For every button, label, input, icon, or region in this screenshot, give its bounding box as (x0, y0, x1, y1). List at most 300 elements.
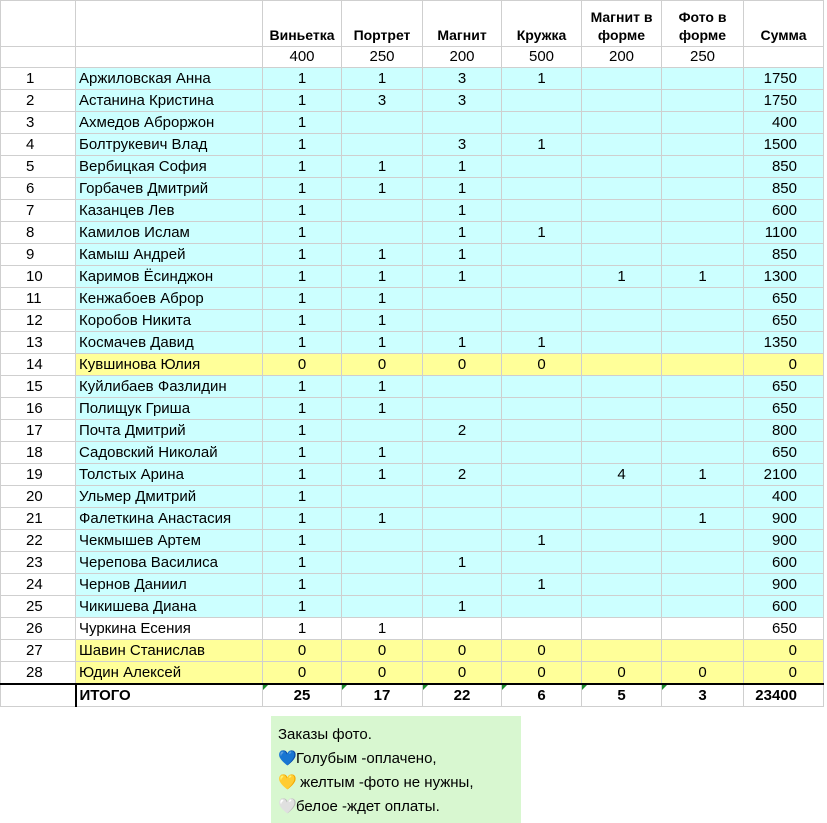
price-magnet[interactable]: 200 (423, 47, 502, 68)
table-row (1, 442, 824, 464)
quantity-cell[interactable] (342, 420, 423, 442)
total-quantity-cell[interactable] (502, 684, 582, 707)
table-row (1, 178, 824, 200)
quantity-cell[interactable]: 0 (342, 640, 423, 662)
header-magnet[interactable]: Магнит (423, 1, 502, 47)
quantity-cell[interactable] (582, 112, 662, 134)
quantity-cell[interactable] (662, 596, 744, 618)
total-label[interactable]: ИТОГО (76, 684, 263, 707)
quantity-cell[interactable]: 1 (263, 552, 342, 574)
quantity-cell[interactable] (662, 574, 744, 596)
price-vignette[interactable]: 400 (263, 47, 342, 68)
quantity-cell[interactable] (342, 134, 423, 156)
quantity-cell[interactable]: 2 (423, 420, 502, 442)
total-cell-blank[interactable] (1, 684, 76, 707)
quantity-cell[interactable]: 1 (342, 376, 423, 398)
price-cell-blank[interactable] (744, 47, 824, 68)
quantity-cell[interactable] (662, 442, 744, 464)
sum-cell[interactable]: 850 (744, 244, 824, 266)
quantity-cell[interactable]: 1 (263, 618, 342, 640)
legend-text: желтым -фото не нужны, (296, 774, 474, 791)
total-quantity-cell[interactable] (263, 684, 342, 707)
row-number[interactable]: 4 (1, 134, 76, 156)
quantity-cell[interactable]: 0 (502, 662, 582, 685)
student-name-cell[interactable]: Ульмер Дмитрий (76, 486, 263, 508)
row-number[interactable]: 11 (1, 288, 76, 310)
quantity-cell[interactable] (582, 288, 662, 310)
quantity-cell[interactable] (582, 618, 662, 640)
header-cell-blank[interactable] (76, 1, 263, 47)
quantity-cell[interactable]: 1 (342, 288, 423, 310)
quantity-cell[interactable] (662, 398, 744, 420)
quantity-cell[interactable]: 1 (502, 332, 582, 354)
sum-cell[interactable]: 650 (744, 376, 824, 398)
quantity-cell[interactable]: 1 (502, 134, 582, 156)
quantity-cell[interactable]: 1 (582, 266, 662, 288)
quantity-cell[interactable] (662, 530, 744, 552)
total-value: 5 (617, 687, 626, 704)
table-row (1, 464, 824, 486)
total-quantity-cell[interactable] (423, 684, 502, 707)
quantity-cell[interactable]: 1 (423, 222, 502, 244)
quantity-cell[interactable]: 1 (263, 200, 342, 222)
row-number[interactable]: 23 (1, 552, 76, 574)
quantity-cell[interactable] (662, 288, 744, 310)
quantity-cell[interactable] (342, 486, 423, 508)
row-number[interactable]: 15 (1, 376, 76, 398)
sum-cell[interactable]: 1300 (744, 266, 824, 288)
sum-cell[interactable]: 0 (744, 662, 824, 685)
table-row (1, 222, 824, 244)
student-name-cell[interactable]: Болтрукевич Влад (76, 134, 263, 156)
student-name-cell[interactable]: Почта Дмитрий (76, 420, 263, 442)
formula-marker-icon (502, 685, 507, 690)
quantity-cell[interactable]: 0 (423, 662, 502, 685)
sum-cell[interactable]: 650 (744, 398, 824, 420)
quantity-cell[interactable] (582, 156, 662, 178)
sum-cell[interactable]: 1750 (744, 68, 824, 90)
student-name-cell[interactable]: Садовский Николай (76, 442, 263, 464)
header-portrait[interactable]: Портрет (342, 1, 423, 47)
quantity-cell[interactable]: 1 (423, 596, 502, 618)
row-number[interactable]: 25 (1, 596, 76, 618)
table-row (1, 486, 824, 508)
quantity-cell[interactable] (342, 222, 423, 244)
quantity-cell[interactable]: 1 (423, 156, 502, 178)
quantity-cell[interactable] (342, 552, 423, 574)
quantity-cell[interactable]: 1 (502, 68, 582, 90)
quantity-cell[interactable] (423, 618, 502, 640)
sum-cell[interactable]: 900 (744, 530, 824, 552)
sum-cell[interactable]: 600 (744, 596, 824, 618)
quantity-cell[interactable] (582, 530, 662, 552)
quantity-cell[interactable] (502, 288, 582, 310)
quantity-cell[interactable]: 1 (263, 442, 342, 464)
header-mug[interactable]: Кружка (502, 1, 582, 47)
sum-cell[interactable]: 850 (744, 156, 824, 178)
formula-marker-icon (423, 685, 428, 690)
total-value: 17 (373, 687, 391, 704)
quantity-cell[interactable]: 1 (423, 244, 502, 266)
student-name-cell[interactable]: Куйлибаев Фазлидин (76, 376, 263, 398)
row-number[interactable]: 22 (1, 530, 76, 552)
quantity-cell[interactable] (662, 354, 744, 376)
quantity-cell[interactable]: 3 (342, 90, 423, 112)
quantity-cell[interactable]: 1 (263, 156, 342, 178)
row-number[interactable]: 13 (1, 332, 76, 354)
quantity-cell[interactable]: 1 (662, 464, 744, 486)
quantity-cell[interactable]: 0 (423, 640, 502, 662)
quantity-cell[interactable] (502, 398, 582, 420)
formula-marker-icon (342, 685, 347, 690)
quantity-cell[interactable] (662, 618, 744, 640)
quantity-cell[interactable]: 1 (263, 332, 342, 354)
quantity-cell[interactable] (582, 420, 662, 442)
quantity-cell[interactable] (502, 552, 582, 574)
price-cell-blank[interactable] (76, 47, 263, 68)
row-number[interactable]: 28 (1, 662, 76, 685)
quantity-cell[interactable]: 1 (423, 200, 502, 222)
quantity-cell[interactable] (502, 90, 582, 112)
student-name-cell[interactable]: Фалеткина Анастасия (76, 508, 263, 530)
quantity-cell[interactable] (582, 310, 662, 332)
quantity-cell[interactable] (582, 200, 662, 222)
student-name-cell[interactable]: Аржиловская Анна (76, 68, 263, 90)
table-row (1, 354, 824, 376)
sum-cell[interactable]: 650 (744, 310, 824, 332)
quantity-cell[interactable] (502, 178, 582, 200)
quantity-cell[interactable] (582, 398, 662, 420)
quantity-cell[interactable]: 0 (662, 662, 744, 685)
quantity-cell[interactable] (342, 574, 423, 596)
quantity-cell[interactable] (582, 244, 662, 266)
header-magnet-shape[interactable]: Магнит в форме (582, 1, 662, 47)
quantity-cell[interactable]: 1 (263, 266, 342, 288)
quantity-cell[interactable]: 4 (582, 464, 662, 486)
student-name-cell[interactable]: Камыш Андрей (76, 244, 263, 266)
quantity-cell[interactable] (582, 552, 662, 574)
sum-cell[interactable]: 850 (744, 178, 824, 200)
student-name-cell[interactable]: Коробов Никита (76, 310, 263, 332)
student-name-cell[interactable]: Кенжабоев Аброр (76, 288, 263, 310)
quantity-cell[interactable] (423, 112, 502, 134)
quantity-cell[interactable] (342, 112, 423, 134)
quantity-cell[interactable]: 1 (263, 68, 342, 90)
quantity-cell[interactable]: 1 (342, 156, 423, 178)
quantity-cell[interactable] (502, 464, 582, 486)
row-number[interactable]: 1 (1, 68, 76, 90)
quantity-cell[interactable] (502, 508, 582, 530)
header-cell-blank[interactable] (1, 1, 76, 47)
quantity-cell[interactable] (662, 134, 744, 156)
quantity-cell[interactable] (502, 244, 582, 266)
quantity-cell[interactable]: 0 (502, 640, 582, 662)
quantity-cell[interactable]: 1 (263, 90, 342, 112)
price-portrait[interactable]: 250 (342, 47, 423, 68)
quantity-cell[interactable] (502, 618, 582, 640)
quantity-cell[interactable]: 1 (342, 442, 423, 464)
quantity-cell[interactable] (423, 442, 502, 464)
quantity-cell[interactable]: 1 (263, 464, 342, 486)
quantity-cell[interactable] (662, 486, 744, 508)
row-number[interactable]: 19 (1, 464, 76, 486)
quantity-cell[interactable] (662, 222, 744, 244)
row-number[interactable]: 16 (1, 398, 76, 420)
quantity-cell[interactable] (582, 442, 662, 464)
quantity-cell[interactable] (423, 376, 502, 398)
quantity-cell[interactable]: 1 (342, 332, 423, 354)
row-number[interactable]: 17 (1, 420, 76, 442)
total-quantity-cell[interactable] (582, 684, 662, 707)
quantity-cell[interactable]: 3 (423, 90, 502, 112)
sum-cell[interactable]: 0 (744, 354, 824, 376)
student-name-cell[interactable]: Толстых Арина (76, 464, 263, 486)
quantity-cell[interactable] (582, 354, 662, 376)
quantity-cell[interactable] (662, 178, 744, 200)
header-photo-frame[interactable]: Фото в форме (662, 1, 744, 47)
quantity-cell[interactable]: 0 (263, 354, 342, 376)
table-row (1, 530, 824, 552)
row-number[interactable]: 18 (1, 442, 76, 464)
quantity-cell[interactable]: 1 (342, 178, 423, 200)
quantity-cell[interactable]: 1 (263, 288, 342, 310)
quantity-cell[interactable] (502, 376, 582, 398)
sum-cell[interactable]: 650 (744, 288, 824, 310)
quantity-cell[interactable] (662, 112, 744, 134)
quantity-cell[interactable]: 1 (423, 178, 502, 200)
price-cell-blank[interactable] (1, 47, 76, 68)
quantity-cell[interactable]: 1 (423, 266, 502, 288)
quantity-cell[interactable]: 2 (423, 464, 502, 486)
quantity-cell[interactable] (502, 310, 582, 332)
quantity-cell[interactable] (582, 178, 662, 200)
sum-cell[interactable]: 1100 (744, 222, 824, 244)
quantity-cell[interactable]: 1 (263, 530, 342, 552)
quantity-cell[interactable]: 1 (263, 596, 342, 618)
total-row (1, 684, 824, 707)
quantity-cell[interactable] (582, 332, 662, 354)
legend-line (278, 771, 521, 795)
student-name-cell[interactable]: Астанина Кристина (76, 90, 263, 112)
quantity-cell[interactable]: 1 (263, 574, 342, 596)
quantity-cell[interactable] (662, 244, 744, 266)
quantity-cell[interactable]: 1 (502, 530, 582, 552)
row-number[interactable]: 21 (1, 508, 76, 530)
quantity-cell[interactable]: 0 (582, 662, 662, 685)
quantity-cell[interactable] (662, 68, 744, 90)
quantity-cell[interactable]: 1 (263, 244, 342, 266)
table-row (1, 640, 824, 662)
quantity-cell[interactable] (582, 376, 662, 398)
row-number[interactable]: 8 (1, 222, 76, 244)
student-name-cell[interactable]: Чикишева Диана (76, 596, 263, 618)
table-row (1, 508, 824, 530)
total-quantity-cell[interactable] (662, 684, 744, 707)
quantity-cell[interactable] (423, 288, 502, 310)
student-name-cell[interactable]: Горбачев Дмитрий (76, 178, 263, 200)
quantity-cell[interactable]: 1 (263, 134, 342, 156)
total-sum-cell[interactable]: 23400 (744, 684, 824, 707)
student-name-cell[interactable]: Каримов Ёсинджон (76, 266, 263, 288)
quantity-cell[interactable]: 1 (263, 486, 342, 508)
quantity-cell[interactable]: 1 (342, 398, 423, 420)
row-number[interactable]: 24 (1, 574, 76, 596)
quantity-cell[interactable] (582, 486, 662, 508)
quantity-cell[interactable] (502, 442, 582, 464)
quantity-cell[interactable]: 1 (263, 508, 342, 530)
quantity-cell[interactable]: 1 (263, 178, 342, 200)
sum-cell[interactable]: 1500 (744, 134, 824, 156)
quantity-cell[interactable] (662, 332, 744, 354)
quantity-cell[interactable] (502, 112, 582, 134)
quantity-cell[interactable] (582, 90, 662, 112)
quantity-cell[interactable]: 0 (342, 354, 423, 376)
quantity-cell[interactable] (502, 420, 582, 442)
quantity-cell[interactable] (423, 508, 502, 530)
header-vignette[interactable]: Виньетка (263, 1, 342, 47)
sum-cell[interactable]: 600 (744, 552, 824, 574)
quantity-cell[interactable] (423, 310, 502, 332)
quantity-cell[interactable] (342, 200, 423, 222)
quantity-cell[interactable]: 0 (263, 662, 342, 685)
quantity-cell[interactable]: 0 (263, 640, 342, 662)
sum-cell[interactable]: 1350 (744, 332, 824, 354)
sum-cell[interactable]: 1750 (744, 90, 824, 112)
header-row (1, 1, 824, 47)
quantity-cell[interactable]: 1 (662, 266, 744, 288)
quantity-cell[interactable]: 1 (502, 574, 582, 596)
quantity-cell[interactable] (662, 156, 744, 178)
legend-text: Голубым -оплачено, (296, 750, 437, 767)
quantity-cell[interactable]: 1 (342, 68, 423, 90)
row-number[interactable]: 12 (1, 310, 76, 332)
student-name-cell[interactable]: Чекмышев Артем (76, 530, 263, 552)
quantity-cell[interactable]: 1 (263, 112, 342, 134)
quantity-cell[interactable]: 1 (342, 508, 423, 530)
student-name-cell[interactable]: Казанцев Лев (76, 200, 263, 222)
quantity-cell[interactable] (582, 68, 662, 90)
row-number[interactable]: 5 (1, 156, 76, 178)
row-number[interactable]: 14 (1, 354, 76, 376)
student-name-cell[interactable]: Юдин Алексей (76, 662, 263, 685)
row-number[interactable]: 7 (1, 200, 76, 222)
quantity-cell[interactable]: 1 (342, 464, 423, 486)
sum-cell[interactable]: 800 (744, 420, 824, 442)
quantity-cell[interactable] (423, 530, 502, 552)
quantity-cell[interactable]: 3 (423, 134, 502, 156)
row-number[interactable]: 20 (1, 486, 76, 508)
quantity-cell[interactable] (582, 134, 662, 156)
quantity-cell[interactable]: 1 (423, 552, 502, 574)
quantity-cell[interactable] (662, 376, 744, 398)
sum-cell[interactable]: 900 (744, 508, 824, 530)
quantity-cell[interactable]: 1 (263, 310, 342, 332)
quantity-cell[interactable]: 0 (342, 662, 423, 685)
quantity-cell[interactable]: 1 (263, 398, 342, 420)
student-name-cell[interactable]: Черепова Василиса (76, 552, 263, 574)
price-mug[interactable]: 500 (502, 47, 582, 68)
quantity-cell[interactable] (662, 310, 744, 332)
quantity-cell[interactable] (662, 200, 744, 222)
quantity-cell[interactable]: 1 (662, 508, 744, 530)
sum-cell[interactable]: 0 (744, 640, 824, 662)
sum-cell[interactable]: 650 (744, 442, 824, 464)
quantity-cell[interactable]: 1 (342, 244, 423, 266)
quantity-cell[interactable] (342, 530, 423, 552)
row-number[interactable]: 6 (1, 178, 76, 200)
row-number[interactable]: 26 (1, 618, 76, 640)
quantity-cell[interactable] (582, 508, 662, 530)
student-name-cell[interactable]: Шавин Станислав (76, 640, 263, 662)
quantity-cell[interactable] (662, 90, 744, 112)
quantity-cell[interactable] (423, 574, 502, 596)
price-magnet-shape[interactable]: 200 (582, 47, 662, 68)
sum-cell[interactable]: 400 (744, 112, 824, 134)
quantity-cell[interactable] (662, 420, 744, 442)
quantity-cell[interactable]: 3 (423, 68, 502, 90)
sum-cell[interactable]: 650 (744, 618, 824, 640)
student-name-cell[interactable]: Полищук Гриша (76, 398, 263, 420)
quantity-cell[interactable] (502, 200, 582, 222)
sum-cell[interactable]: 2100 (744, 464, 824, 486)
student-name-cell[interactable]: Вербицкая София (76, 156, 263, 178)
quantity-cell[interactable] (662, 640, 744, 662)
student-name-cell[interactable]: Космачев Давид (76, 332, 263, 354)
quantity-cell[interactable] (502, 486, 582, 508)
quantity-cell[interactable]: 0 (502, 354, 582, 376)
quantity-cell[interactable]: 1 (342, 266, 423, 288)
quantity-cell[interactable] (502, 156, 582, 178)
quantity-cell[interactable] (582, 640, 662, 662)
quantity-cell[interactable]: 1 (423, 332, 502, 354)
row-number[interactable]: 10 (1, 266, 76, 288)
table-row (1, 134, 824, 156)
quantity-cell[interactable] (423, 486, 502, 508)
quantity-cell[interactable]: 1 (342, 618, 423, 640)
quantity-cell[interactable]: 1 (502, 222, 582, 244)
row-number[interactable]: 9 (1, 244, 76, 266)
student-name-cell[interactable]: Ахмедов Аброржон (76, 112, 263, 134)
quantity-cell[interactable]: 1 (342, 310, 423, 332)
header-sum[interactable]: Сумма (744, 1, 824, 47)
quantity-cell[interactable] (423, 398, 502, 420)
quantity-cell[interactable]: 1 (263, 420, 342, 442)
row-number[interactable]: 2 (1, 90, 76, 112)
quantity-cell[interactable] (502, 596, 582, 618)
quantity-cell[interactable] (582, 596, 662, 618)
table-row (1, 68, 824, 90)
quantity-cell[interactable]: 1 (263, 376, 342, 398)
quantity-cell[interactable]: 0 (423, 354, 502, 376)
sum-cell[interactable]: 900 (744, 574, 824, 596)
quantity-cell[interactable] (502, 266, 582, 288)
total-quantity-cell[interactable] (342, 684, 423, 707)
student-name-cell[interactable]: Кувшинова Юлия (76, 354, 263, 376)
student-name-cell[interactable]: Камилов Ислам (76, 222, 263, 244)
quantity-cell[interactable] (582, 222, 662, 244)
quantity-cell[interactable] (342, 596, 423, 618)
student-name-cell[interactable]: Чернов Даниил (76, 574, 263, 596)
quantity-cell[interactable]: 1 (263, 222, 342, 244)
quantity-cell[interactable] (582, 574, 662, 596)
sum-cell[interactable]: 600 (744, 200, 824, 222)
sum-cell[interactable]: 400 (744, 486, 824, 508)
row-number[interactable]: 3 (1, 112, 76, 134)
row-number[interactable]: 27 (1, 640, 76, 662)
price-photo-frame[interactable]: 250 (662, 47, 744, 68)
quantity-cell[interactable] (662, 552, 744, 574)
student-name-cell[interactable]: Чуркина Есения (76, 618, 263, 640)
